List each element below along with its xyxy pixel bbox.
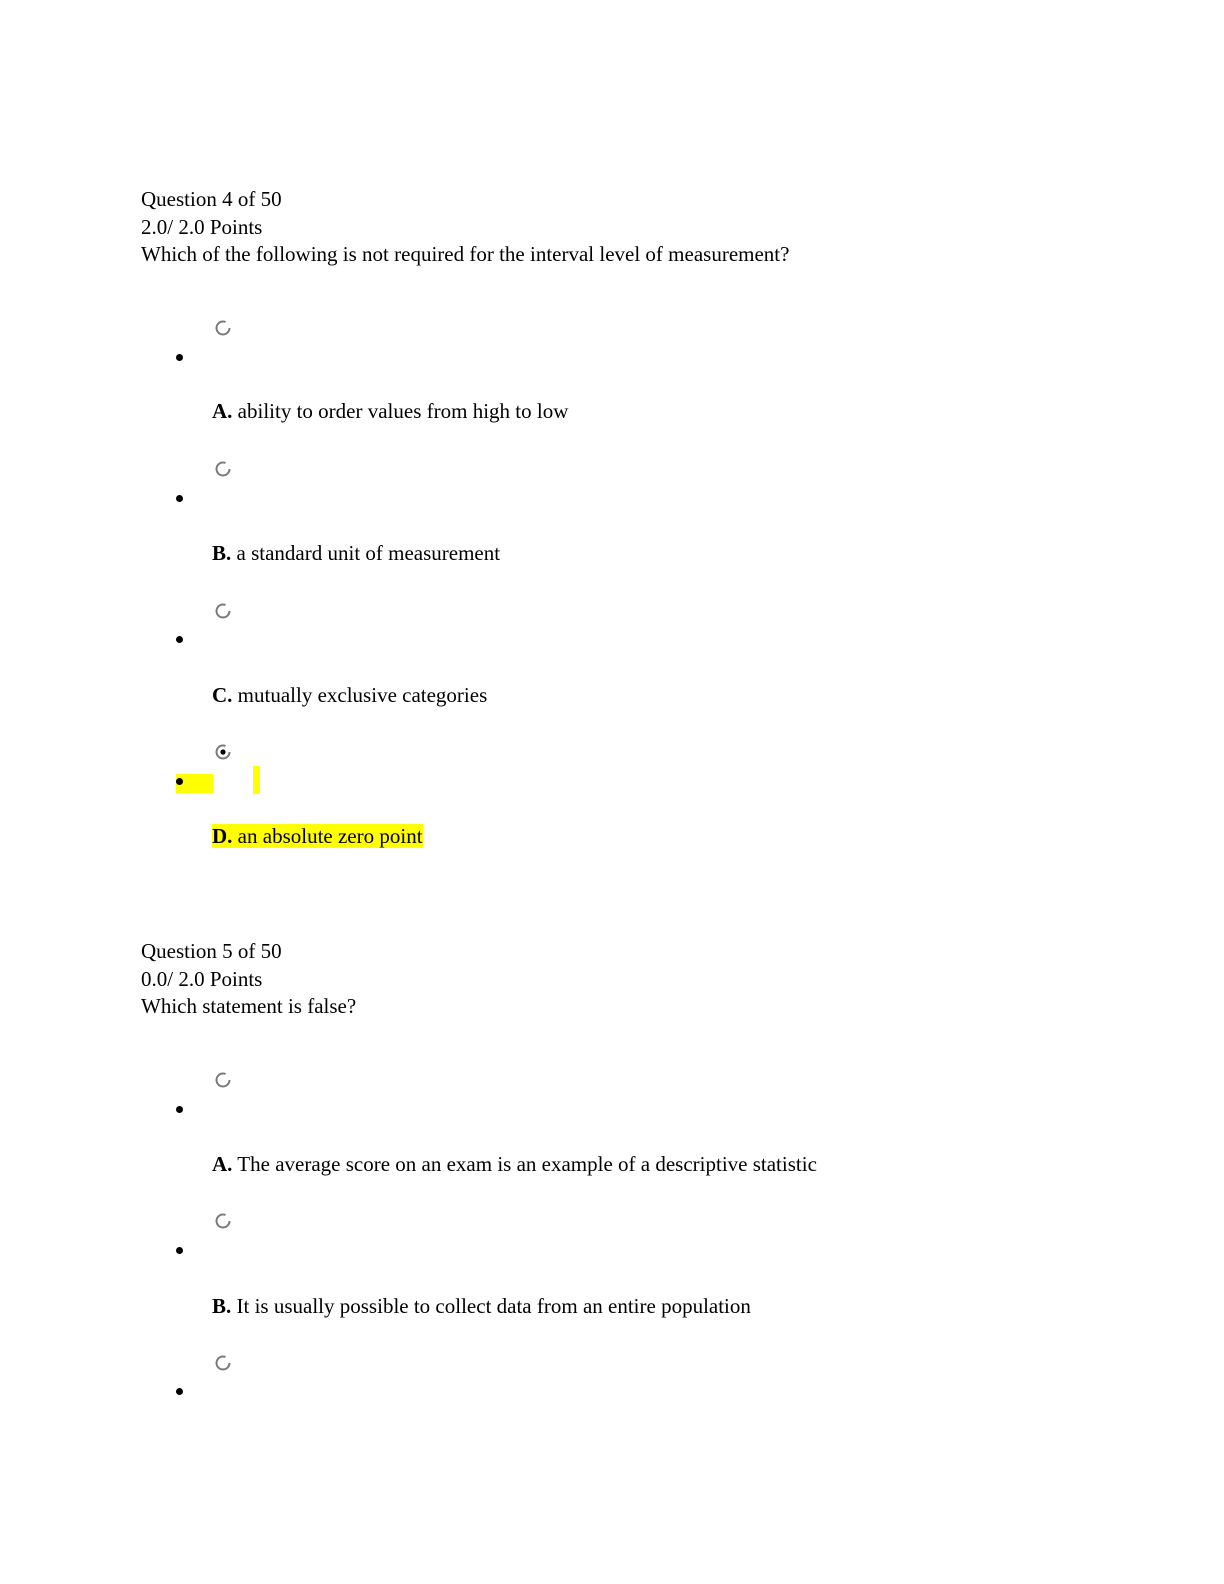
question-5-points: 0.0/ 2.0 Points <box>141 967 263 991</box>
option-letter: B. <box>212 1294 232 1318</box>
option-letter: C. <box>212 683 233 707</box>
option-q4-d[interactable] <box>212 823 423 850</box>
option-q5-b[interactable] <box>212 1293 751 1320</box>
radio-q4-d-selected[interactable] <box>214 743 232 761</box>
highlight-mark <box>253 766 260 794</box>
bullet-icon <box>176 778 183 785</box>
question-4-header: Question 4 of 50 <box>141 187 282 211</box>
option-q4-a[interactable] <box>212 398 568 425</box>
option-letter: A. <box>212 399 233 423</box>
highlighted-answer <box>212 824 423 848</box>
option-text: It is usually possible to collect data from an entire population <box>236 1294 751 1318</box>
bullet-icon <box>176 495 183 502</box>
bullet-icon <box>176 1247 183 1254</box>
option-q4-b[interactable] <box>212 540 500 567</box>
radio-q4-b[interactable] <box>214 460 232 478</box>
radio-q5-c[interactable] <box>214 1354 232 1372</box>
bullet-icon <box>176 636 183 643</box>
option-letter: B. <box>212 541 232 565</box>
bullet-icon <box>176 1106 183 1113</box>
option-text: ability to order values from high to low <box>237 399 569 423</box>
radio-q5-a[interactable] <box>214 1071 232 1089</box>
option-letter: D. <box>212 824 233 848</box>
question-5-header: Question 5 of 50 <box>141 939 282 963</box>
question-5-prompt: Which statement is false? <box>141 994 357 1018</box>
bullet-icon <box>176 1388 183 1395</box>
question-4-points: 2.0/ 2.0 Points <box>141 215 263 239</box>
option-letter: A. <box>212 1152 233 1176</box>
bullet-icon <box>176 354 183 361</box>
option-text: mutually exclusive categories <box>237 683 488 707</box>
radio-q5-b[interactable] <box>214 1212 232 1230</box>
option-text: an absolute zero point <box>237 824 423 848</box>
option-q5-a[interactable] <box>212 1151 817 1178</box>
question-4-prompt: Which of the following is not required for the interval level of measurement? <box>141 242 790 266</box>
option-text: a standard unit of measurement <box>236 541 501 565</box>
radio-q4-a[interactable] <box>214 319 232 337</box>
radio-q4-c[interactable] <box>214 602 232 620</box>
option-q4-c[interactable] <box>212 682 487 709</box>
option-text: The average score on an exam is an example of a descriptive statistic <box>237 1152 817 1176</box>
